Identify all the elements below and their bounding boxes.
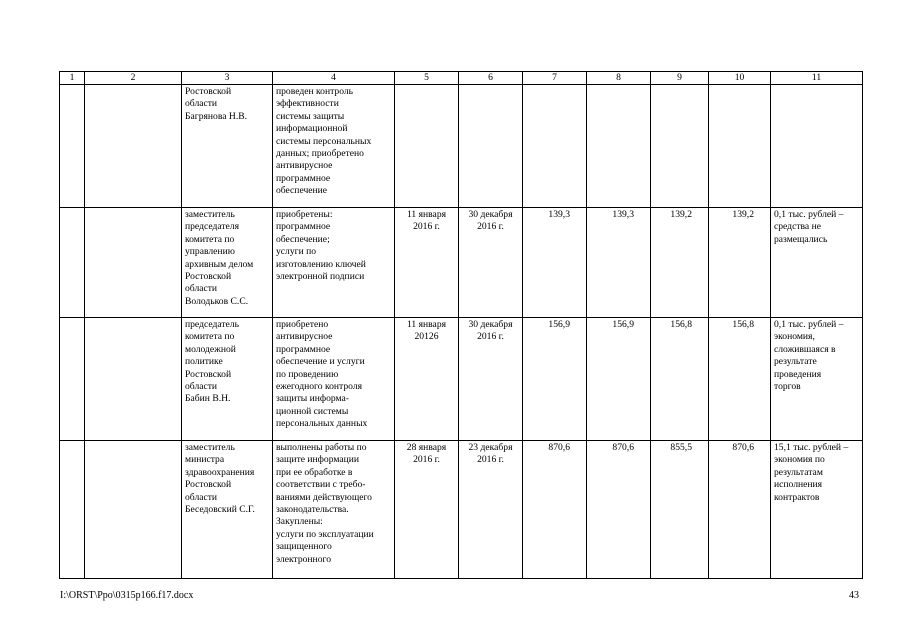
- amount-cell: [523, 85, 587, 208]
- column-number: 5: [395, 72, 459, 85]
- column-number-row: [60, 72, 863, 85]
- amount-cell: 156,9: [523, 318, 587, 441]
- column-number: 9: [651, 72, 709, 85]
- amount-cell: 855,5: [651, 441, 709, 579]
- end-date-cell: 23 декабря 2016 г.: [459, 441, 523, 579]
- page-number: 43: [849, 590, 859, 601]
- amount-cell: 156,9: [587, 318, 651, 441]
- report-table: [59, 71, 863, 579]
- amount-cell: 139,3: [587, 208, 651, 318]
- column-number: 7: [523, 72, 587, 85]
- start-date-cell: 28 января 2016 г.: [395, 441, 459, 579]
- measures-cell: приобретены: программное обеспечение; услуги по изготовлению ключей электронной подписи: [273, 208, 395, 318]
- row-number-cell: [60, 318, 85, 441]
- official-cell: председатель комитета по молодежной политике Ростовской области Бабин В.Н.: [182, 318, 273, 441]
- official-cell: заместитель председателя комитета по управлению архивным делом Ростовской области Володьков С.С.: [182, 208, 273, 318]
- column-number: 11: [771, 72, 863, 85]
- program-cell: [85, 85, 182, 208]
- official-cell: Ростовской области Багрянова Н.В.: [182, 85, 273, 208]
- amount-cell: 156,8: [651, 318, 709, 441]
- column-number: 4: [273, 72, 395, 85]
- amount-cell: 870,6: [587, 441, 651, 579]
- measures-cell: проведен контроль эффективности системы защиты информационной системы персональных данных; приобретено антивирусное программное обеспечение: [273, 85, 395, 208]
- program-cell: [85, 318, 182, 441]
- amount-cell: [651, 85, 709, 208]
- measures-cell: приобретено антивирусное программное обеспечение и услуги по проведению ежегодного контроля защиты информа- ционной системы персональных данных: [273, 318, 395, 441]
- program-cell: [85, 208, 182, 318]
- column-number: 1: [60, 72, 85, 85]
- end-date-cell: 30 декабря 2016 г.: [459, 318, 523, 441]
- program-cell: [85, 441, 182, 579]
- note-cell: [771, 85, 863, 208]
- column-number: 2: [85, 72, 182, 85]
- row-number-cell: [60, 441, 85, 579]
- official-cell: заместитель министра здравоохранения Ростовской области Беседовский С.Г.: [182, 441, 273, 579]
- amount-cell: 139,2: [709, 208, 771, 318]
- column-number: 8: [587, 72, 651, 85]
- start-date-cell: 11 января 2016 г.: [395, 208, 459, 318]
- amount-cell: 139,2: [651, 208, 709, 318]
- column-number: 10: [709, 72, 771, 85]
- table-row: [60, 318, 863, 441]
- end-date-cell: 30 декабря 2016 г.: [459, 208, 523, 318]
- row-number-cell: [60, 208, 85, 318]
- amount-cell: 156,8: [709, 318, 771, 441]
- table-row: [60, 85, 863, 208]
- table-row: [60, 208, 863, 318]
- amount-cell: 870,6: [709, 441, 771, 579]
- note-cell: 0,1 тыс. рублей – средства не размещались: [771, 208, 863, 318]
- note-cell: 0,1 тыс. рублей – экономия, сложившаяся в результате проведения торгов: [771, 318, 863, 441]
- amount-cell: [587, 85, 651, 208]
- column-number: 3: [182, 72, 273, 85]
- end-date-cell: [459, 85, 523, 208]
- row-number-cell: [60, 85, 85, 208]
- start-date-cell: [395, 85, 459, 208]
- table-row: [60, 441, 863, 579]
- measures-cell: выполнены работы по защите информации при ее обработке в соответствии с требо- ваниями действующего законодательства. Закуплены: услуги по эксплуатации защищенного электронного: [273, 441, 395, 579]
- footer-file-path: I:\ORST\Ppo\0315p166.f17.docx: [60, 590, 194, 601]
- note-cell: 15,1 тыс. рублей – экономия по результатам исполнения контрактов: [771, 441, 863, 579]
- start-date-cell: 11 января 20126: [395, 318, 459, 441]
- column-number: 6: [459, 72, 523, 85]
- amount-cell: 139,3: [523, 208, 587, 318]
- amount-cell: [709, 85, 771, 208]
- amount-cell: 870,6: [523, 441, 587, 579]
